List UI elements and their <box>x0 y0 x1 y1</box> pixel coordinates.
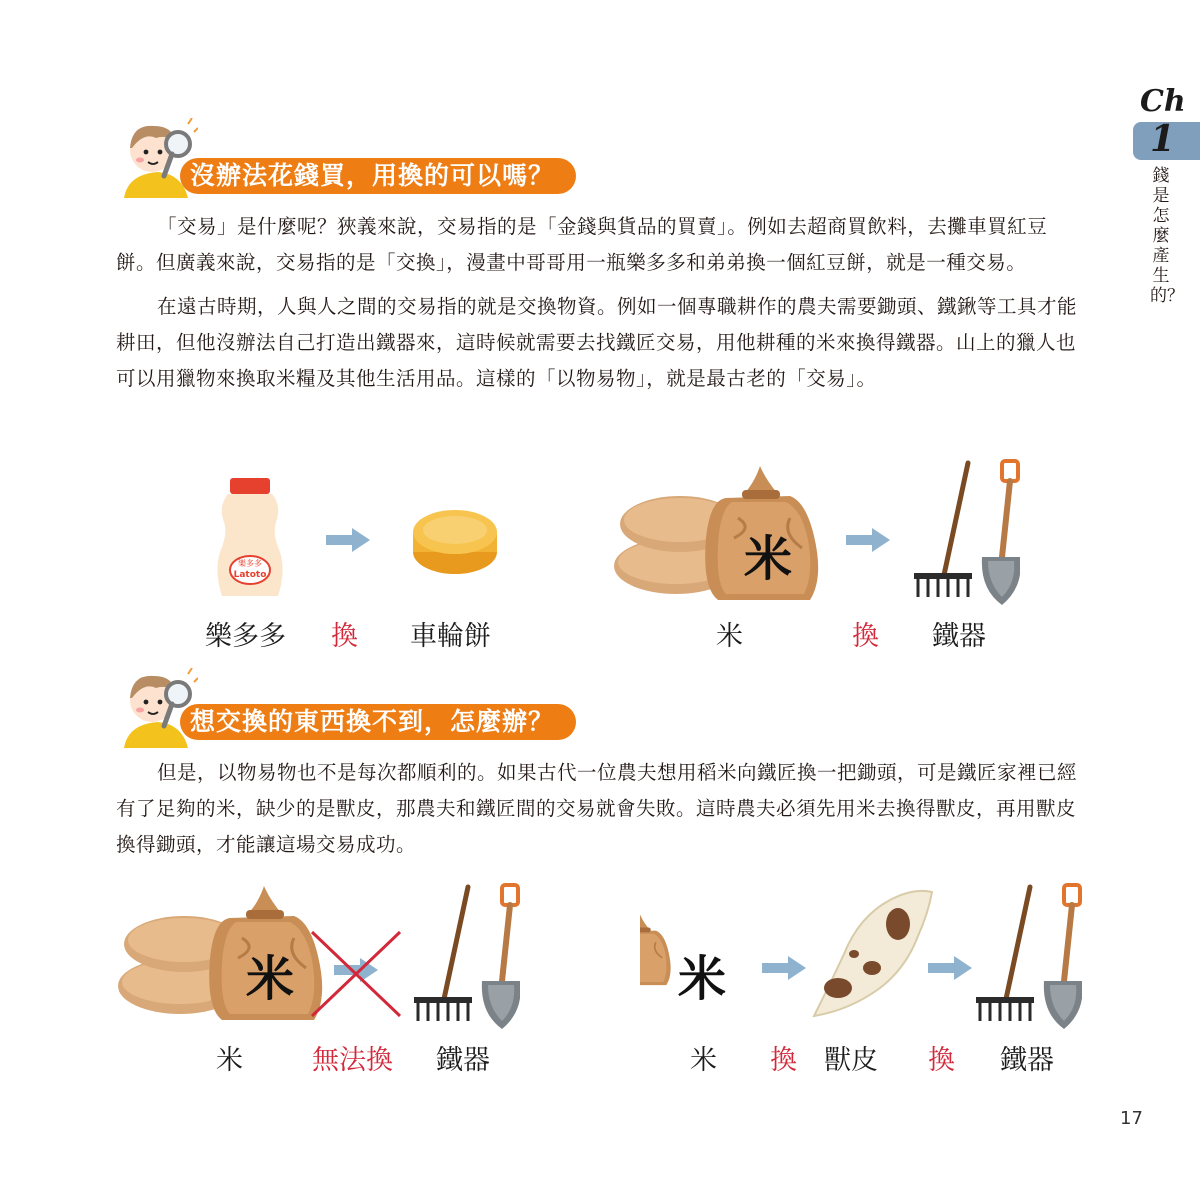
caption-item: 車輪餅 <box>410 621 491 652</box>
animal-hide-icon <box>810 884 934 1024</box>
caption-item: 獸皮 <box>824 1045 878 1076</box>
paragraph: 「交易」是什麼呢？狹義來說，交易指的是「金錢與貨品的買賣」。例如去超商買飲料，去攤車買紅豆餅。但廣義來說，交易指的是「交換」，漫畫中哥哥用一瓶樂多多和弟弟換一個紅豆餅，就是一種交易。 <box>116 215 1048 274</box>
section-2-body <box>116 755 1086 871</box>
paragraph: 在遠古時期，人與人之間的交易指的就是交換物資。例如一個專職耕作的農夫需要鋤頭、鐵鍬等工具才能耕田，但他沒辦法自己打造出鐵器來，這時候就需要去找鐵匠交易，用他耕種的米來換得鐵器。山上的獵人也可以用獵物來換取米糧及其他生活用品。這樣的「以物易物」，就是最古老的「交易」。 <box>116 295 1078 390</box>
cross-icon <box>306 926 406 1022</box>
chapter-number: 1 <box>1150 118 1176 160</box>
rice-bags-icon <box>614 458 824 608</box>
caption-item: 米 <box>690 1045 717 1076</box>
caption-item: 鐵器 <box>1000 1045 1054 1076</box>
wheel-cake-icon <box>410 504 500 576</box>
arrow-icon <box>846 528 890 552</box>
section-heading-1: 沒辦法花錢買，用換的可以嗎？ <box>180 158 576 194</box>
rice-bag-label: 米 <box>744 531 793 587</box>
chapter-prefix: Ch <box>1140 84 1186 119</box>
arrow-icon <box>326 528 370 552</box>
caption-item: 鐵器 <box>436 1045 490 1076</box>
arrow-icon <box>762 956 806 980</box>
caption-item: 米 <box>216 1045 243 1076</box>
caption-item: 米 <box>716 621 743 652</box>
paragraph: 但是，以物易物也不是每次都順利的。如果古代一位農夫想用稻米向鐵匠換一把鋤頭，可是鐵匠家裡已經有了足夠的米，缺少的是獸皮，那農夫和鐵匠間的交易就會失敗。這時農夫必須先用米去換得獸皮，再用獸皮換得鋤頭，才能讓這場交易成功。 <box>116 761 1078 856</box>
arrow-icon <box>928 956 972 980</box>
iron-tools-icon <box>910 452 1020 612</box>
caption-verb: 換 <box>928 1045 955 1076</box>
page-number: 17 <box>1120 1108 1143 1129</box>
rice-bags-icon <box>118 878 328 1028</box>
caption-verb: 換 <box>770 1045 797 1076</box>
yakult-bottle-icon <box>212 476 288 600</box>
caption-verb: 換 <box>852 621 879 652</box>
rice-bag-label: 米 <box>246 951 295 1007</box>
caption-verb: 無法換 <box>312 1045 393 1076</box>
caption-item: 鐵器 <box>932 621 986 652</box>
section-heading-2: 想交換的東西換不到，怎麼辦？ <box>180 704 576 740</box>
iron-tools-icon <box>972 876 1082 1036</box>
caption-item: 樂多多 <box>205 621 286 652</box>
section-1-body <box>116 209 1086 405</box>
chapter-title: 錢是怎麼產生的？ <box>1150 166 1184 306</box>
iron-tools-icon <box>410 876 520 1036</box>
bottle-logo: 樂多多 <box>238 559 262 568</box>
bottle-brand: Latoto <box>233 570 267 580</box>
caption-verb: 換 <box>331 621 358 652</box>
rice-bag-label: 米 <box>678 951 727 1007</box>
